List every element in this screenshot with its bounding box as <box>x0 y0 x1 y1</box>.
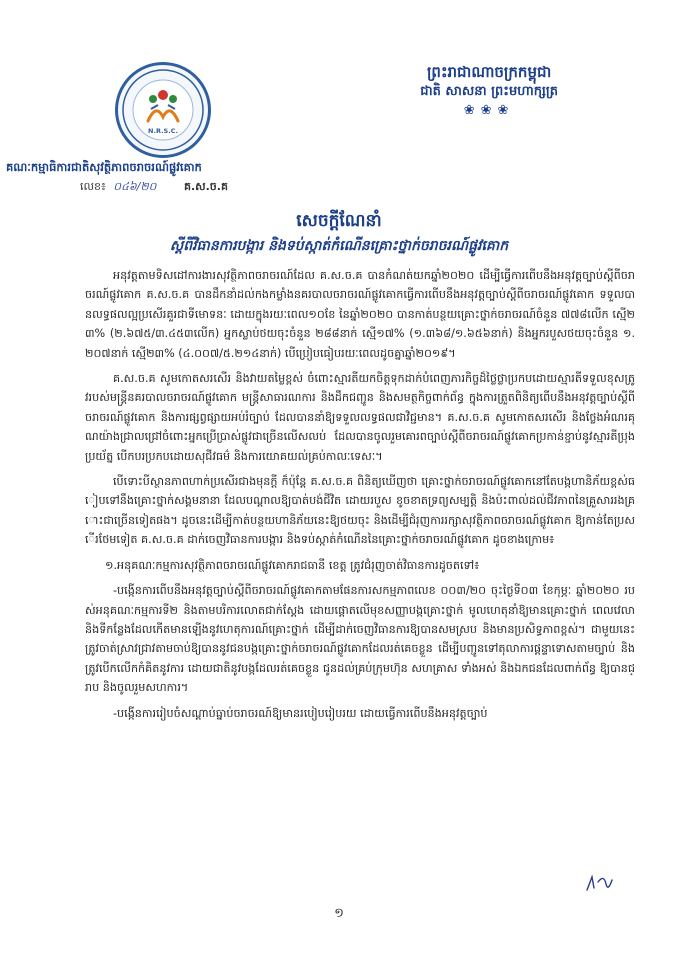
signature-initials-icon <box>584 872 614 894</box>
reference-code: គ.ស.ច.គ <box>183 180 228 193</box>
national-motto: ជាតិ សាសនា ព្រះមហាក្សត្រ <box>420 84 558 99</box>
paragraph: បើទោះបីស្ថានភាពហាក់ប្រសើរជាងមុនក្តី ក៏ប៉ុន្តែ គ.ស.ច.គ ពិនិត្យឃើញថា គ្រោះថ្នាក់ចរាចរណ៍ផ្លូវគោកនៅតែបង្កហានិភ័យខ្ពស់ធៀបទៅនឹងគ្រោះថ្នាក់សង្គមនានា ដែលបណ្តាលឱ្យបាត់បង់ជីវិត ដោយរបួស ខូចខាតទ្រព្យសម្បត្តិ និងប៉ះពាល់ដល់ជីវភាពនៃគ្រួសាររងគ្រោះជាច្រើនទៀតផង។ ដូចនេះដើម្បីកាត់បន្ថយហានិភ័យនេះឱ្យថយចុះ និងដើម្បីជំរុញការរក្សាសុវត្ថិភាពចរាចរណ៍ផ្លូវគោក ឱ្យកាន់តែប្រសើរថែមទៀត គ.ស.ច.គ ដាក់ចេញវិធានការបង្ការ និងទប់ស្កាត់កំណើននៃគ្រោះថ្នាក់ចរាចរណ៍ផ្លូវគោក ដូចខាងក្រោម៖ <box>85 475 635 547</box>
reference-number <box>80 180 228 196</box>
bullet-item: -បង្កើនការរៀបចំសណ្តាប់ធ្នាប់ចរាចរណ៍ឱ្យមានរបៀបរៀបរយ ដោយធ្វើការពើបនឹងអនុវត្តច្បាប់ <box>113 706 488 720</box>
ornament-divider: ❀❀❀ <box>463 103 515 118</box>
paragraph: អនុវត្តតាមទិសដៅការងារសុវត្ថិភាពចរាចរណ៍ដែល គ.ស.ច.គ បានកំណត់យកឆ្នាំ២០២០ ដើម្បីធ្វើការពើបនឹងអនុវត្តច្បាប់ស្តីពីចរាចរណ៍ផ្លូវគោក គ.ស.ច.គ បានដឹកនាំដល់កងកម្លាំងនគរបាលចរាចរណ៍ផ្លូវគោកធ្វើការពើបនឹងអនុវត្តច្បាប់ស្តីពីចរាចរណ៍ផ្លូវគោក ទទួលបានលទ្ធផលល្អប្រសើរគួរជាទីមោទនៈ ដោយក្នុងរយៈពេល១០ខែ នៃឆ្នាំ២០២០ បានកាត់បន្ថយគ្រោះថ្នាក់ចរាចរណ៍ចំនួន ៧៧៨លើក ស្មើ២៣% (២.៦៧៥/៣.៤៥៣លើក) អ្នកស្លាប់ថយចុះចំនួន ២៨៨នាក់ ស្មើ១៧% (១.៣៦៨/១.៦៥៦នាក់) និងអ្នករបួសថយចុះចំនួន ១.២០៧នាក់ ស្មើ២៣% (៤.០០៧/៥.២១៤នាក់) បើប្រៀបធៀបរយៈពេលដូចគ្នាឆ្នាំ២០១៩។ <box>85 269 635 360</box>
page-number: ១ <box>334 906 344 921</box>
document-body <box>85 266 635 729</box>
bullet-item: -បង្កើនការពើបនឹងអនុវត្តច្បាប់ស្តីពីចរាចរណ៍ផ្លូវគោកតាមផែនការសកម្មភាពលេខ ០០៣/២០ ចុះថ្ងៃទី០៣ ខែកុម្ភៈ ឆ្នាំ២០២០ របស់អនុគណៈកម្មការទី២ និងតាមបរិការលោតជាក់ស្តែង ដោយផ្តោតលើមុខសញ្ញាបង្កគ្រោះថ្នាក់ មូលហេតុនាំឱ្យមានគ្រោះថ្នាក់ ពេលវេលា និងទីកន្លែងដែលកើតមានឡើងនូវហេតុការណ៍គ្រោះថ្នាក់ ដើម្បីដាក់ចេញវិធានការឱ្យបានសមស្រប និងមានប្រសិទ្ធភាពខ្ពស់។ ជាមួយនេះ ត្រូវចាត់ស្រាវជ្រាវតាមចាប់ឱ្យបាននូវជនបង្កគ្រោះថ្នាក់ចរាចរណ៍ផ្លូវគោកដែលរត់គេចខ្លួន ដើម្បីបញ្ជូនទៅតុលាការផ្តន្ទាទោសតាមច្បាប់ និងត្រូវបើកលើកកំគិតនូវការ ដោយជាតិនូវបង្កដែលរត់គេចខ្លួន ជូនដល់គ្រប់ក្រុមហ៊ុន សហគ្រាស ទាំងអស់ និងឯកជនដែលពាក់ព័ន្ធ ឱ្យបានជ្រាប និងចូលរួមសហការ។ <box>85 584 635 695</box>
reference-label: លេខ៖ <box>80 180 106 193</box>
kingdom-header <box>420 62 558 120</box>
reference-value: ០៤៦/២០ <box>113 180 157 193</box>
document-title: សេចក្តីណែនាំ <box>296 211 382 231</box>
paragraph: គ.ស.ច.គ សូមកោតសរសើរ និងវាយតម្លៃខ្ពស់ ចំពោះស្មារតីយកចិត្តទុកដាក់បំពេញភារកិច្ចដ៏ថ្លៃថ្លាប្រកបដោយស្មារតីទទួលខុសត្រូវរបស់មន្ត្រីនគរបាលចរាចរណ៍ផ្លូវគោក មន្ត្រីសាធារណការ និងដឹកជញ្ជូន និងសមត្ថកិច្ចពាក់ព័ន្ធ ក្នុងការត្រួតពិនិត្យពើបនឹងអនុវត្តច្បាប់ស្តីពីចរាចរណ៍ផ្លូវគោក និងការផ្សព្វផ្សាយអប់រំច្បាប់ ដែលបាននាំឱ្យទទួលលទ្ធផលជាវិជ្ជមាន។ គ.ស.ច.គ សូមកោតសរសើរ និងថ្លែងអំណរគុណយ៉ាងជ្រាលជ្រៅចំពោះអ្នកប្រើប្រាស់ផ្លូវជាច្រើនលើសលប់ ដែលបានចូលរួមគោរពច្បាប់ស្តីពីចរាចរណ៍ផ្លូវគោកប្រកាន់ខ្ជាប់នូវស្មារតីប្រុងប្រយ័ត្ន បើកបរប្រកបដោយសុជីវធម៌ និងការយោគយល់គ្រប់កាលៈទេសៈ។ <box>85 372 635 463</box>
organization-name: គណៈកម្មាធិការជាតិសុវត្ថិភាពចរាចរណ៍ផ្លូវគោក <box>6 160 202 174</box>
logo-emblem-icon <box>118 65 208 155</box>
document-subtitle: ស្តីពីវិធានការបង្ការ និងទប់ស្កាត់កំណើនគ្រោះថ្នាក់ចរាចរណ៍ផ្លូវគោក <box>169 238 509 254</box>
organization-logo <box>115 62 211 158</box>
svg-text:N.R.S.C.: N.R.S.C. <box>148 127 178 135</box>
numbered-item: ១.អនុគណៈកម្មការសុវត្ថិភាពចរាចរណ៍ផ្លូវគោករាជធានី ខេត្ត ត្រូវជំរុញចាត់វិធានការដូចតទៅ៖ <box>105 558 480 572</box>
kingdom-name: ព្រះរាជាណាចក្រកម្ពុជា <box>426 63 552 81</box>
